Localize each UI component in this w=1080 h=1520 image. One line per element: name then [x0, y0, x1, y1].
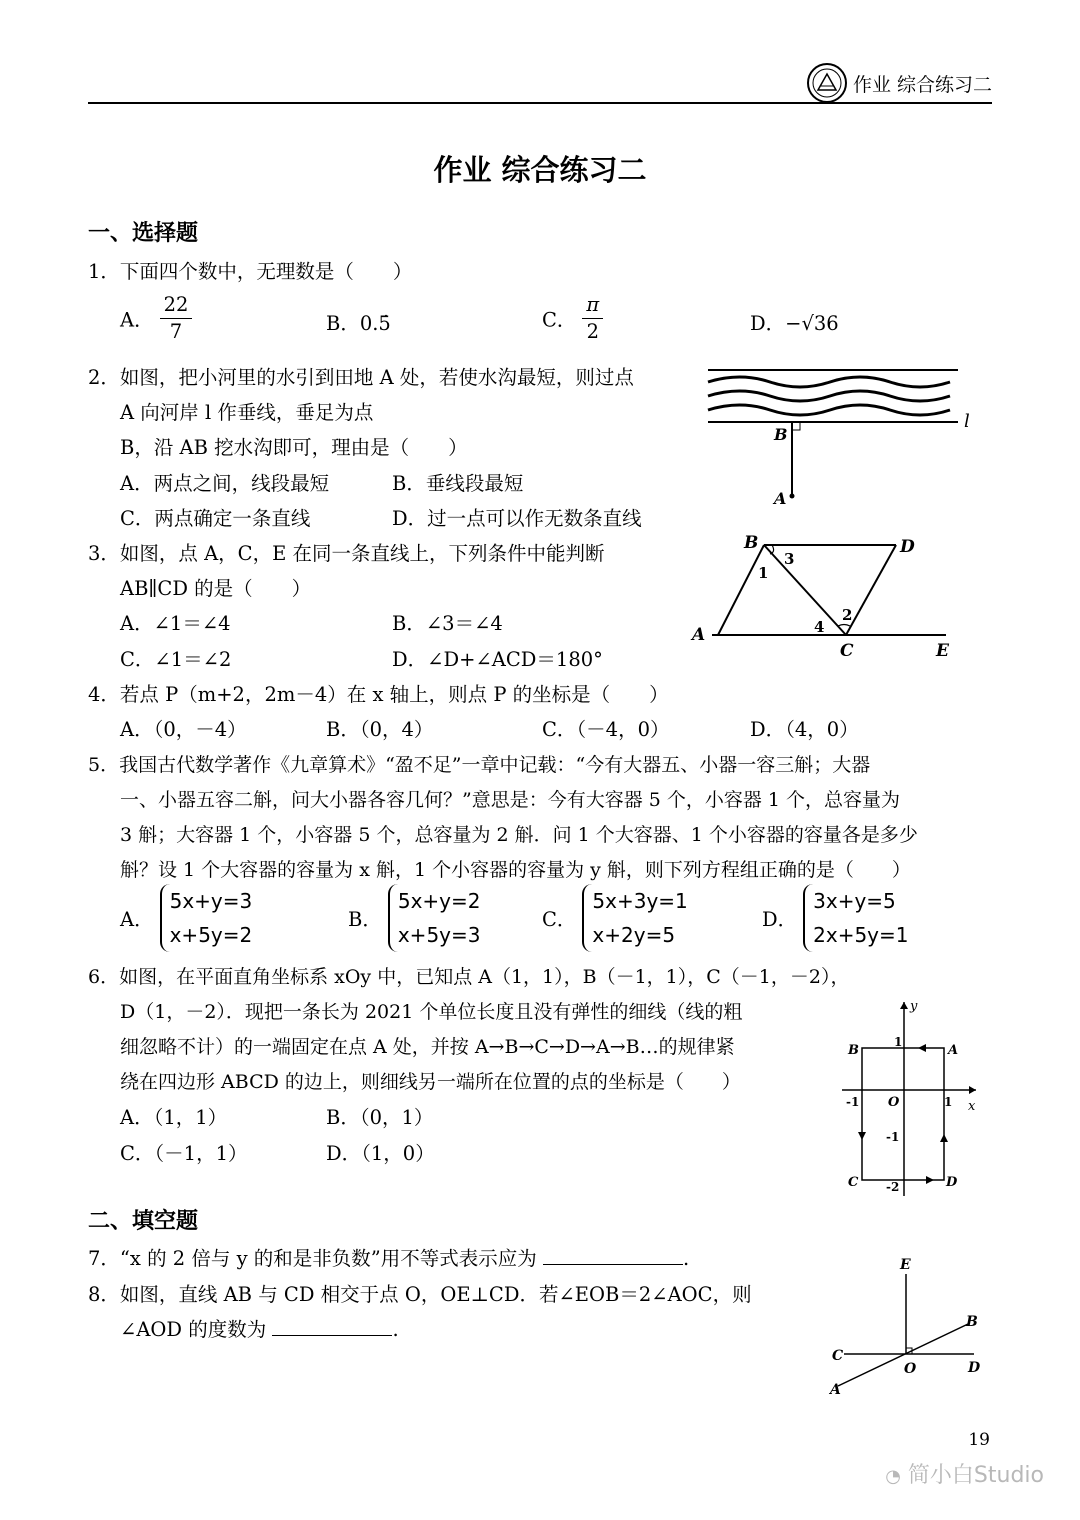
- q3-stem-line1: 3．如图，点 A，C，E 在同一条直线上，下列条件中能判断: [88, 542, 605, 565]
- q1-option-d: D．−√36: [750, 312, 839, 335]
- q6-fig-tick-y1: 1: [894, 1035, 903, 1049]
- q3-fig-angle-2: 2: [842, 606, 853, 624]
- q5-stem-line1: 5．我国古代数学著作《九章算术》“盈不足”一章中记载：“今有大器五、小器一容三斛；大器: [88, 754, 871, 776]
- q7-stem: 7．“x 的 2 倍与 y 的和是非负数”用不等式表示应为 .: [88, 1243, 689, 1271]
- q3-fig-label-d: D: [900, 537, 915, 557]
- q6-fig-tick-x1: 1: [944, 1095, 953, 1109]
- q8-stem-line2: ∠AOD 的度数为 .: [120, 1314, 399, 1342]
- q3-option-c: C．∠1＝∠2: [120, 648, 232, 671]
- q7-answer-blank[interactable]: [543, 1244, 683, 1265]
- q8-fig-label-b: B: [966, 1314, 978, 1330]
- q5-option-a: A． 5x+y=3 x+5y=2: [120, 884, 252, 952]
- q6-option-a: A．（1，1）: [120, 1106, 228, 1129]
- q2-fig-label-l: l: [964, 411, 970, 432]
- q4-option-c: C．（－4，0）: [542, 718, 670, 741]
- q3-option-a: A．∠1＝∠4: [120, 612, 231, 635]
- q3-fig-label-a: A: [692, 625, 706, 645]
- q6-fig-tick-y-neg2: -2: [886, 1180, 900, 1194]
- q6-fig-label-c: C: [848, 1175, 859, 1190]
- q5-stem-line2: 一、小器五容二斛，问大小器各容几何？”意思是：今有大容器 5 个，小容器 1 个，总容量为: [120, 789, 901, 811]
- q2-fig-label-b: B: [774, 425, 788, 444]
- q6-coordinate-figure: [838, 996, 988, 1205]
- q2-stem-line3: B，沿 AB 挖水沟即可，理由是（ ）: [120, 436, 468, 459]
- page-title: 作业 综合练习二: [433, 153, 647, 187]
- q2-option-d: D．过一点可以作无数条直线: [392, 507, 642, 530]
- q3-fig-angle-3: 3: [784, 550, 795, 568]
- q6-stem-line2: D（1，－2）．现把一条长为 2021 个单位长度且没有弹性的细线（线的粗: [120, 1001, 743, 1023]
- q6-stem-line3: 细忽略不计）的一端固定在点 A 处，并按 A→B→C→D→A→B…的规律紧: [120, 1036, 735, 1058]
- q6-stem-line4: 绕在四边形 ABCD 的边上，则细线另一端所在位置的点的坐标是（ ）: [120, 1071, 741, 1093]
- watermark: ◔ 简小白Studio: [885, 1463, 1044, 1488]
- q8-fig-label-o: O: [904, 1361, 917, 1377]
- q6-fig-label-y: y: [910, 999, 918, 1014]
- q3-option-d: D．∠D+∠ACD＝180°: [392, 648, 603, 671]
- q2-option-b: B．垂线段最短: [392, 472, 524, 495]
- q4-option-a: A．（0，－4）: [120, 718, 247, 741]
- q6-fig-label-o: O: [888, 1095, 900, 1110]
- q2-stem-line2: A 向河岸 l 作垂线，垂足为点: [120, 401, 374, 424]
- q5-option-d: D． 3x+y=5 2x+5y=1: [762, 884, 909, 952]
- q6-fig-label-d: D: [946, 1175, 958, 1190]
- header-title: 作业 综合练习二: [852, 74, 992, 96]
- q4-option-b: B．（0，4）: [326, 718, 434, 741]
- q3-fig-label-c: C: [840, 641, 854, 661]
- q6-fig-tick-y-neg1: -1: [886, 1130, 900, 1144]
- q5-option-b: B． 5x+y=2 x+5y=3: [348, 884, 480, 952]
- q3-stem-line2: AB∥CD 的是（ ）: [120, 577, 312, 600]
- q2-stem-line1: 2．如图，把小河里的水引到田地 A 处，若使水沟最短，则过点: [88, 366, 634, 389]
- q5-stem-line3: 3 斛；大容器 1 个，小容器 5 个，总容量为 2 斛．问 1 个大容器、1 个小容器的容量各是多少: [120, 824, 918, 846]
- q1-option-c: C． $\frac{\pi}{2}$: [542, 292, 603, 345]
- q2-fig-label-a: A: [774, 489, 787, 508]
- q3-fig-label-b: B: [744, 533, 759, 553]
- q3-fig-angle-4: 4: [814, 618, 825, 636]
- q3-parallelogram-figure: [688, 530, 960, 670]
- q6-fig-tick-x-neg1: -1: [846, 1095, 860, 1109]
- q3-option-b: B．∠3＝∠4: [392, 612, 503, 635]
- q3-fig-angle-1: 1: [758, 564, 769, 582]
- q1-option-b: B．0.5̇: [326, 312, 391, 335]
- header-rule: [88, 102, 992, 104]
- q6-fig-label-a: A: [948, 1043, 959, 1058]
- section-fill-heading: 二、填空题: [88, 1209, 199, 1234]
- q8-stem-line1: 8．如图，直线 AB 与 CD 相交于点 O，OE⊥CD．若∠EOB＝2∠AOC，则: [88, 1283, 752, 1306]
- q2-river-figure: [700, 360, 980, 515]
- q8-intersecting-lines-figure: [826, 1252, 990, 1403]
- q6-fig-label-b: B: [848, 1043, 859, 1058]
- q6-option-c: C．（－1，1）: [120, 1142, 248, 1165]
- q5-stem-line4: 斛？设 1 个大容器的容量为 x 斛，1 个小容器的容量为 y 斛，则下列方程组正确的是（ ）: [120, 859, 911, 881]
- q8-fig-label-e: E: [900, 1257, 911, 1273]
- q6-fig-label-x: x: [968, 1099, 976, 1114]
- q3-fig-label-e: E: [936, 641, 949, 661]
- q5-option-c: C． 5x+3y=1 x+2y=5: [542, 884, 688, 952]
- q8-fig-label-d: D: [968, 1360, 981, 1376]
- q2-option-a: A．两点之间，线段最短: [120, 472, 330, 495]
- q6-stem-line1: 6．如图，在平面直角坐标系 xOy 中，已知点 A（1，1），B（－1，1），C（－1，－2），: [88, 966, 850, 988]
- section-choice-heading: 一、选择题: [88, 221, 199, 246]
- q1-option-a: A． $\frac{22}{7}$: [120, 292, 192, 345]
- q8-answer-blank[interactable]: [272, 1315, 392, 1336]
- q4-stem: 4．若点 P（m+2，2m－4）在 x 轴上，则点 P 的坐标是（ ）: [88, 683, 669, 706]
- q2-option-c: C．两点确定一条直线: [120, 507, 311, 530]
- q6-option-d: D．（1，0）: [326, 1142, 435, 1165]
- page-number: 19: [968, 1430, 990, 1450]
- q8-fig-label-a: A: [830, 1382, 841, 1398]
- q6-option-b: B．（0，1）: [326, 1106, 434, 1129]
- wechat-icon: ◔: [885, 1466, 901, 1487]
- q8-fig-label-c: C: [832, 1348, 844, 1364]
- q4-option-d: D．（4，0）: [750, 718, 859, 741]
- q1-stem: 1．下面四个数中，无理数是（ ）: [88, 260, 413, 283]
